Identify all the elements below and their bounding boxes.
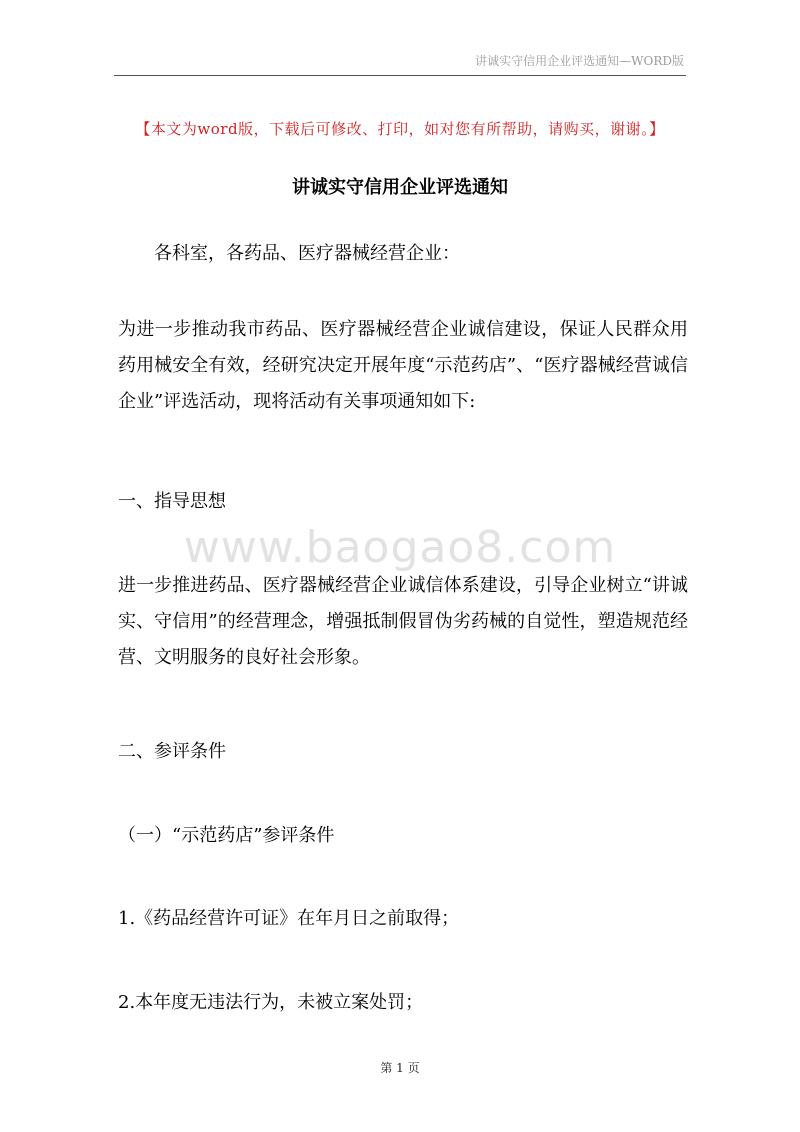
header-divider — [114, 75, 686, 76]
subsection-1-heading: （一）“示范药店”参评条件 — [118, 825, 335, 846]
section-2-heading: 二、参评条件 — [118, 741, 226, 762]
section-1-paragraph: 进一步推进药品、医疗器械经营企业诚信体系建设，引导企业树立“讲诚实、守信用”的经营理念，增强抵制假冒伪劣药械的自觉性，塑造规范经营、文明服务的良好社会形象。 — [118, 575, 688, 668]
salutation: 各科室，各药品、医疗器械经营企业： — [154, 243, 460, 264]
list-item-2: 2.本年度无违法行为，未被立案处罚； — [118, 992, 424, 1013]
intro-paragraph: 为进一步推动我市药品、医疗器械经营企业诚信建设，保证人民群众用药用械安全有效，经研究决定开展年度“示范药店”、“医疗器械经营诚信企业”评选活动，现将活动有关事项通知如下: — [118, 319, 688, 412]
page-header: 讲诚实守信用企业评选通知—WORD版 — [475, 54, 684, 68]
watermark: www.baogao8.com — [183, 522, 617, 573]
section-1-heading: 一、指导思想 — [118, 491, 226, 512]
list-item-1: 1.《药品经营许可证》在年月日之前取得； — [118, 908, 460, 929]
document-title: 讲诚实守信用企业评选通知 — [292, 177, 508, 198]
download-notice: 【本文为word版，下载后可修改、打印，如对您有所帮助，请购买，谢谢。】 — [135, 120, 665, 138]
page-number: 第 1 页 — [380, 1061, 420, 1075]
